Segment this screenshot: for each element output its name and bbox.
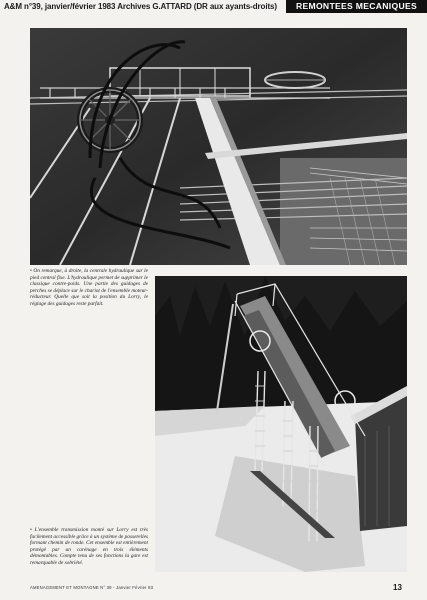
photo-station-catwalks — [155, 276, 407, 572]
page-number: 13 — [393, 583, 402, 592]
photo-drive-station-top-view — [30, 28, 407, 265]
photo-caption-top: • On remarque, à droite, la centrale hydraulique sur le pied central fixe. L'hydraulique permet de supprimer le classique contre-poids. Une partie des guidages de perches se déplace sur le chariot de l'ensemble moteur-réducteur. Quelle que soit la position du Lorry, le réglage des guidages reste parfait. — [30, 268, 148, 307]
page-header-source: A&M n°39, janvier/février 1983 Archives G.ATTARD (DR aux ayants-droits) — [4, 2, 277, 11]
section-title-banner: REMONTEES MECANIQUES — [286, 0, 427, 13]
footer-publication: AMENAGEMENT ET MONTAGNE N° 39 - Janvier Février 83 — [30, 585, 154, 590]
photo-caption-bottom: • L'ensemble transmission monté sur Lorry est très facilement accessible grâce à un système de passerelles formant chemin de ronde. Cet ensemble est entièrement protégé par un carénage en trois éléments démontables. Compte tenu de ses fonctions la gare est remarquable de sobriété. — [30, 527, 148, 566]
